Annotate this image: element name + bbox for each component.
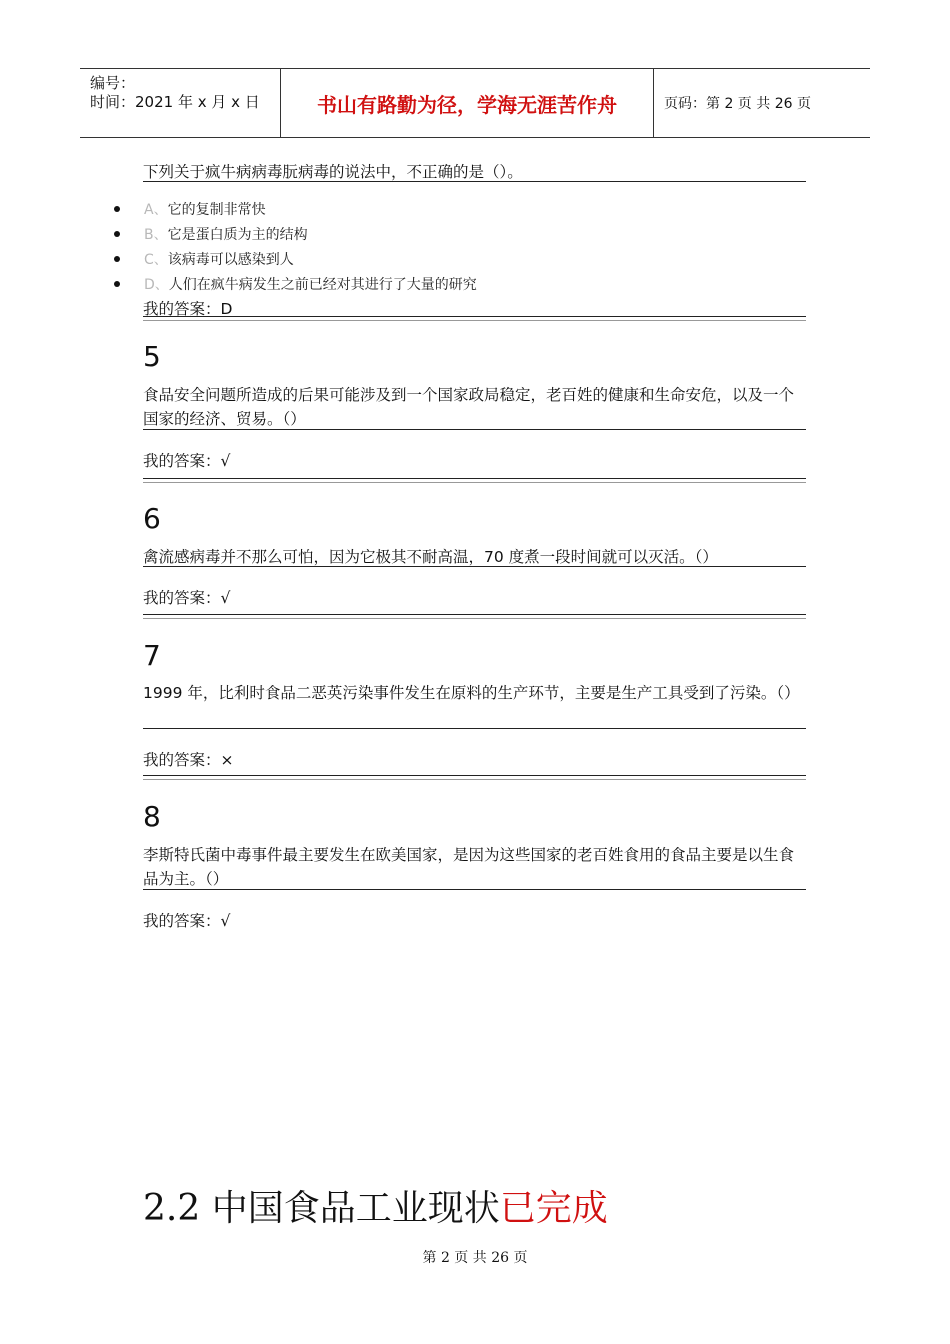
serial-number-label: 编号：: [90, 74, 136, 92]
section-title: 2.2 中国食品工业现状: [143, 1188, 500, 1229]
header-meta-cell: [80, 69, 281, 137]
divider: [143, 728, 806, 729]
header-page-cell: [654, 69, 870, 137]
header-motto-cell: [281, 69, 654, 137]
option-letter: C、: [144, 252, 168, 268]
answer-6: 我的答案：√: [143, 589, 231, 607]
divider: [143, 316, 806, 321]
page-number-info: 页码：第 2 页 共 26 页: [664, 96, 811, 112]
document-header: [80, 68, 870, 138]
divider: [143, 889, 806, 890]
date-label: 时间：2021 年 x 月 x 日: [90, 93, 260, 111]
question-6-text: 禽流感病毒并不那么可怕，因为它极其不耐高温，70 度煮一段时间就可以灭活。（）: [143, 548, 718, 566]
section-heading: [143, 1180, 608, 1231]
option-text: 它是蛋白质为主的结构: [167, 227, 308, 243]
question-7-text: 1999 年，比利时食品二恶英污染事件发生在原料的生产环节，主要是生产工具受到了污染。（）: [143, 684, 800, 702]
question-8-text: 李斯特氏菌中毒事件最主要发生在欧美国家，是因为这些国家的老百姓食用的食品主要是以生食品为主。（）: [143, 846, 795, 888]
question-5-number: 5: [143, 340, 161, 373]
divider: [143, 181, 806, 182]
option-letter: B、: [144, 227, 168, 243]
option-letter: A、: [144, 202, 168, 218]
question-8-number: 8: [143, 800, 161, 833]
question-4-text: 下列关于疯牛病病毒朊病毒的说法中，不正确的是（）。: [143, 163, 523, 181]
divider: [143, 566, 806, 567]
option-text: 人们在疯牛病发生之前已经对其进行了大量的研究: [168, 277, 477, 293]
motto: 书山有路勤为径，学海无涯苦作舟: [317, 92, 617, 117]
option-text: 该病毒可以感染到人: [167, 252, 294, 268]
option-text: 它的复制非常快: [167, 202, 266, 218]
divider: [143, 429, 806, 430]
option-c: [114, 249, 294, 269]
bullet-icon: [114, 231, 120, 237]
divider: [143, 614, 806, 619]
bullet-icon: [114, 281, 120, 287]
option-b: [114, 224, 308, 244]
option-d: [114, 274, 477, 294]
page-footer: 第 2 页 共 26 页: [422, 1250, 528, 1266]
question-5-text: 食品安全问题所造成的后果可能涉及到一个国家政局稳定，老百姓的健康和生命安危，以及一个国家的经济、贸易。（）: [143, 386, 795, 428]
answer-7: 我的答案：×: [143, 751, 234, 769]
answer-8: 我的答案：√: [143, 912, 231, 930]
section-status: 已完成: [499, 1188, 608, 1229]
option-letter: D、: [144, 277, 169, 293]
question-6-number: 6: [143, 502, 161, 535]
divider: [143, 478, 806, 483]
question-7-number: 7: [143, 639, 161, 672]
answer-4: 我的答案：D: [143, 300, 233, 318]
option-a: [114, 199, 266, 219]
bullet-icon: [114, 206, 120, 212]
answer-5: 我的答案：√: [143, 452, 231, 470]
bullet-icon: [114, 256, 120, 262]
divider: [143, 775, 806, 780]
